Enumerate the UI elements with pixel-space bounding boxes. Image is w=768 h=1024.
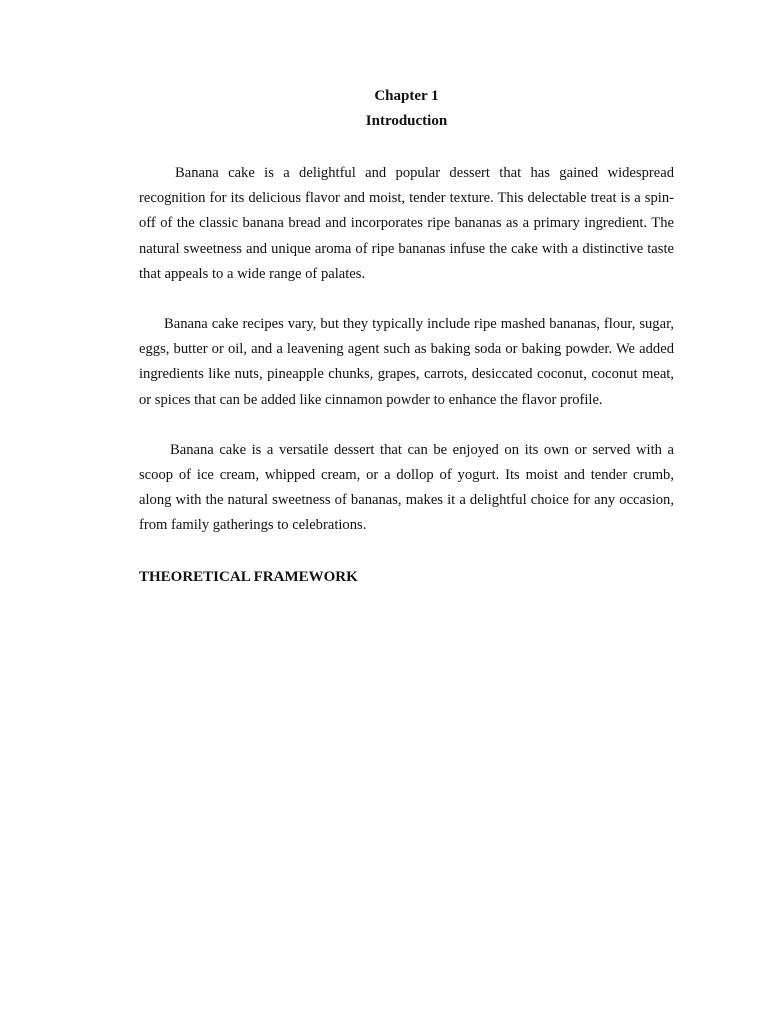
chapter-number: Chapter 1 [374,88,439,104]
page-content [139,84,674,590]
chapter-title: Introduction [365,113,448,129]
paragraph-1: Banana cake is a delightful and popular dessert that has gained widespread recognition for its delicious flavor and moist, tender texture. This delectable treat is a spin-off of the classic banana bread and incorporates ripe bananas as a primary ingredient. The natural sweetness and unique aroma of ripe bananas infuse the cake with a distinctive taste that appeals to a wide range of palates. [139,165,674,282]
paragraph-3: Banana cake is a versatile dessert that can be enjoyed on its own or served with a scoop of ice cream, whipped cream, or a dollop of yogurt. Its moist and tender crumb, along with the natural sweetness of bananas, makes it a delightful choice for any occasion, from family gatherings to celebrations. [139,441,674,534]
paragraph-2: Banana cake recipes vary, but they typically include ripe mashed bananas, flour, sugar, eggs, butter or oil, and a leavening agent such as baking soda or baking powder. We added ingredients like nuts, pineapple chunks, grapes, carrots, desiccated coconut, coconut meat, or spices that can be added like cinnamon powder to enhance the flavor profile. [139,316,674,408]
section-heading-theoretical-framework: THEORETICAL FRAMEWORK [139,568,358,585]
